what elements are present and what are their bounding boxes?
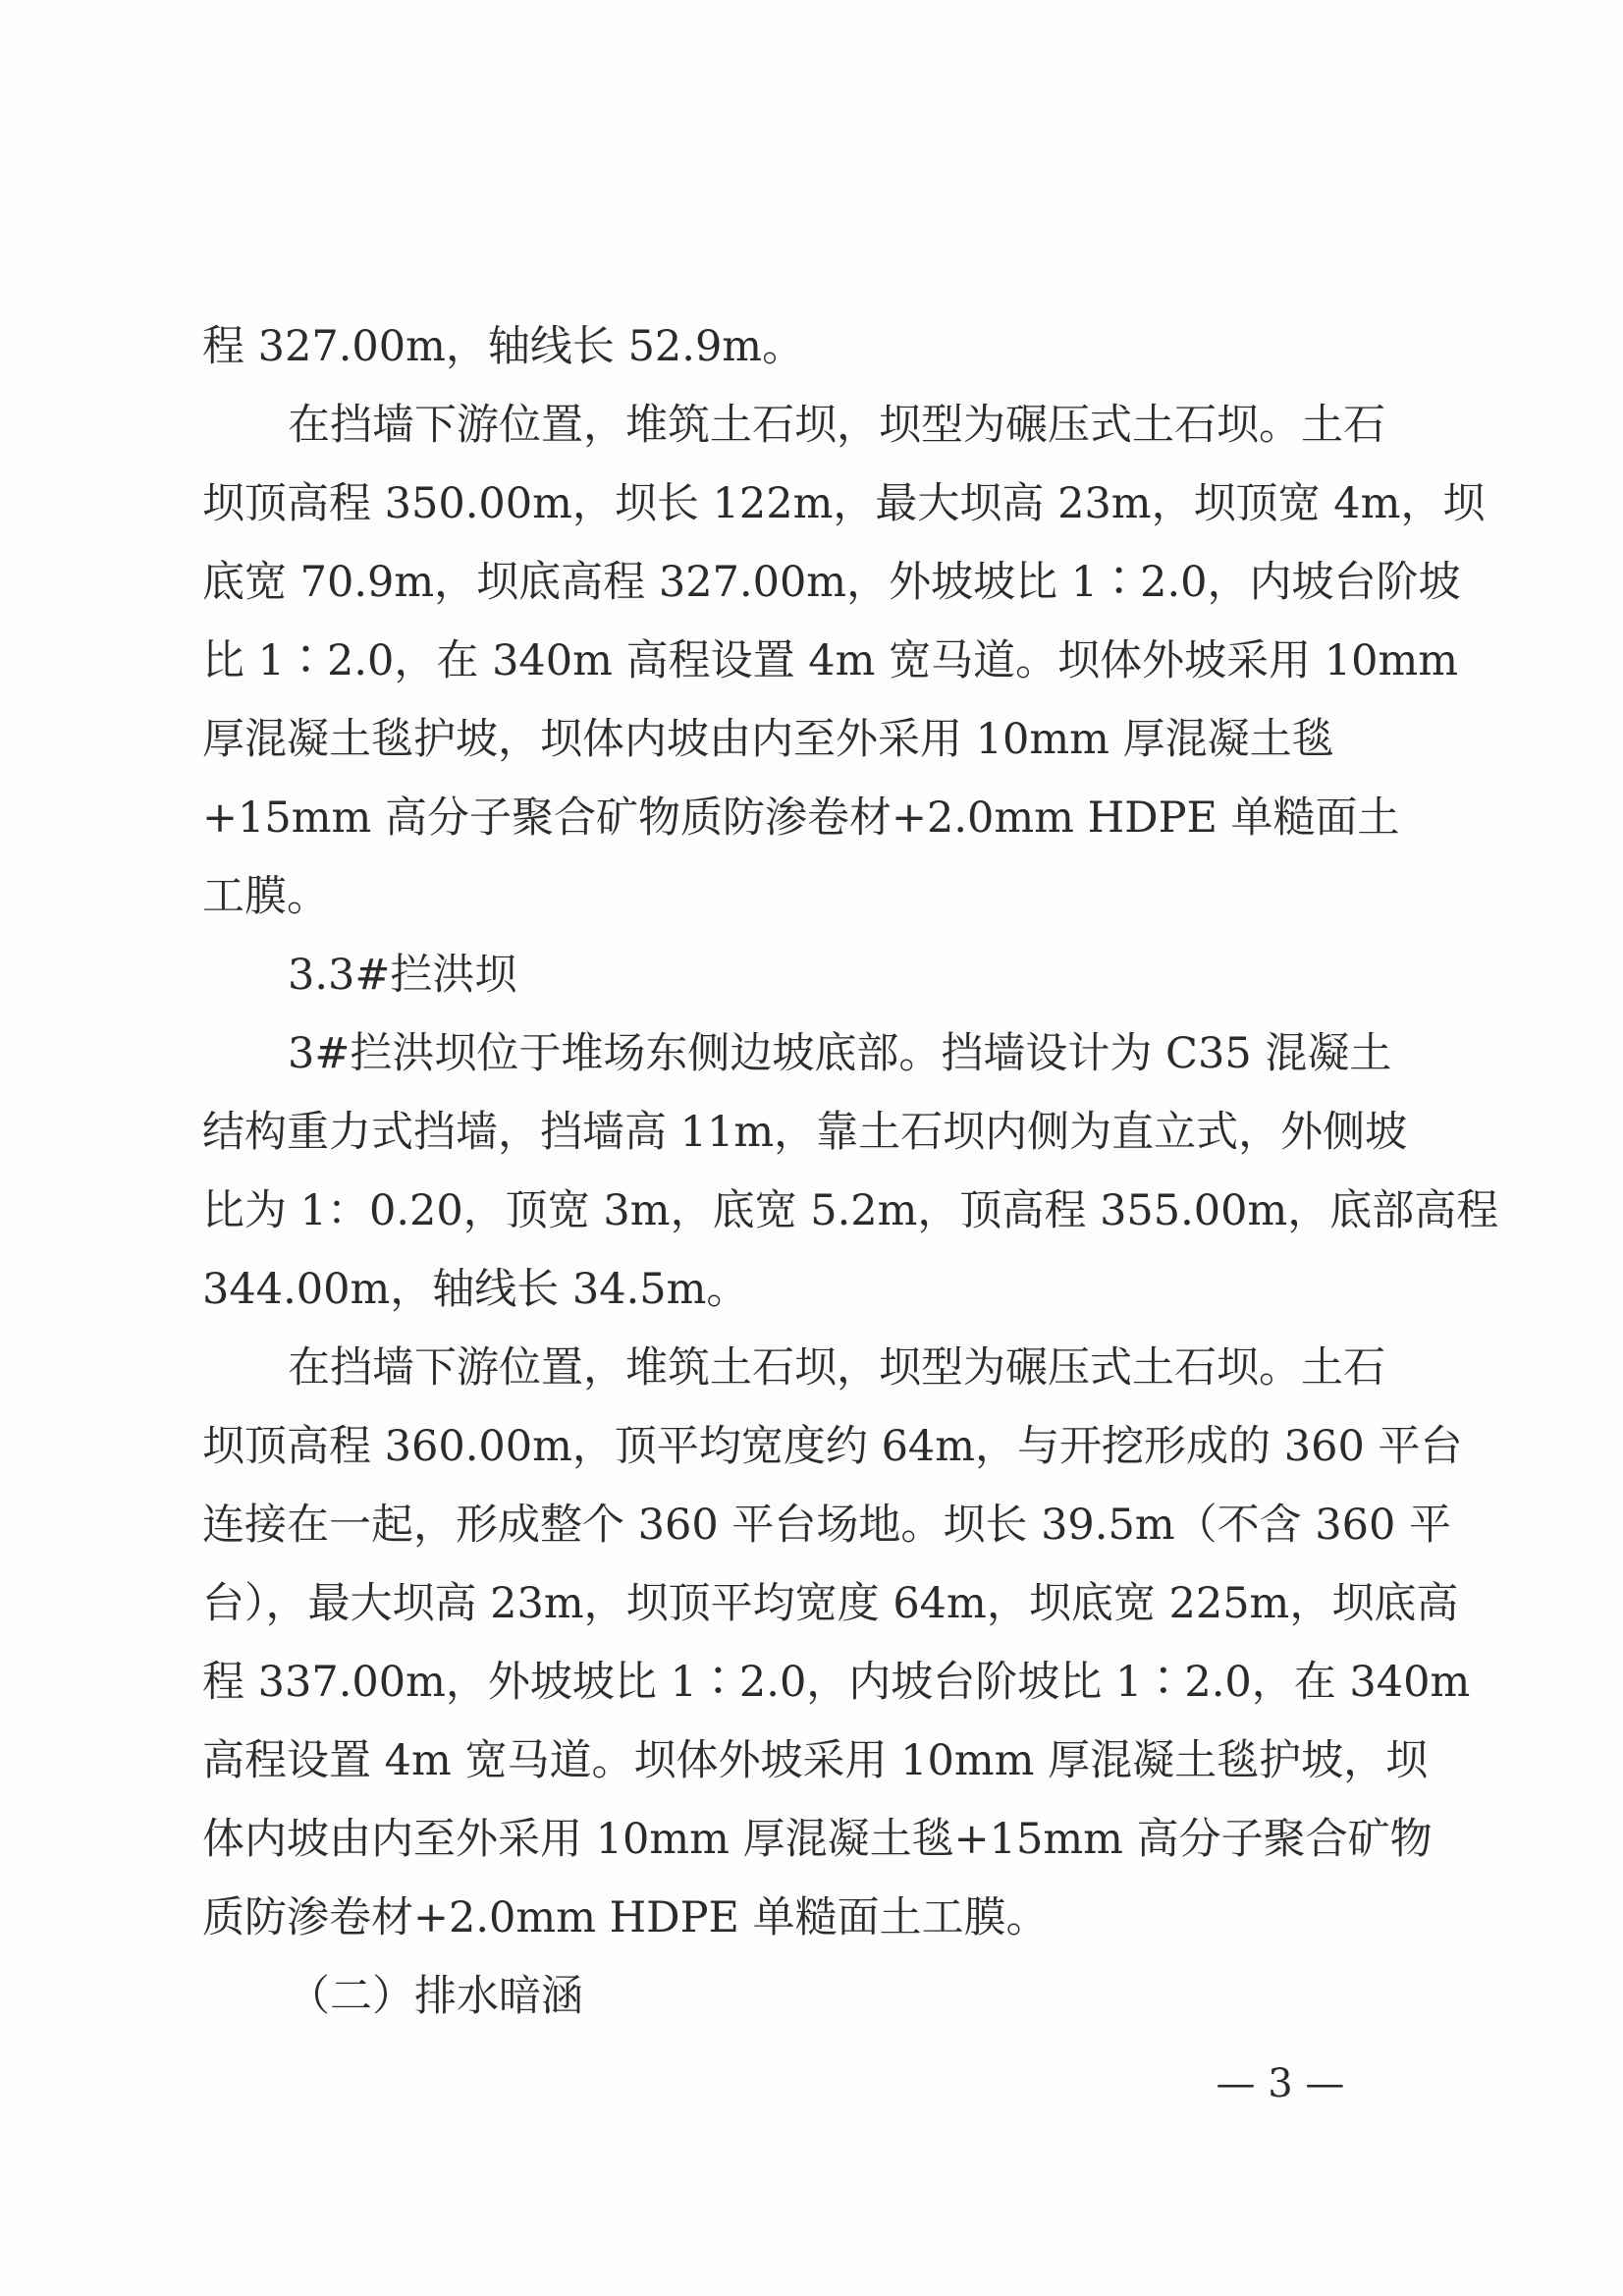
- text-line: 程 337.00m，外坡坡比 1∶2.0，内坡台阶坡比 1∶2.0，在 340m: [202, 1658, 1471, 1707]
- text-line: 344.00m，轴线长 34.5m。: [202, 1265, 749, 1314]
- text-line: 程 327.00m，轴线长 52.9m。: [202, 322, 805, 371]
- text-line: 坝顶高程 350.00m，坝长 122m，最大坝高 23m，坝顶宽 4m，坝: [202, 479, 1486, 528]
- paragraph-first-line: 在挡墙下游位置，堆筑土石坝，坝型为碾压式土石坝。土石: [288, 401, 1385, 450]
- text-line: 坝顶高程 360.00m，顶平均宽度约 64m，与开挖形成的 360 平台: [202, 1422, 1463, 1471]
- text-line: 连接在一起，形成整个 360 平台场地。坝长 39.5m（不含 360 平: [202, 1501, 1452, 1550]
- text-line: +15mm 高分子聚合矿物质防渗卷材+2.0mm HDPE 单糙面土: [202, 793, 1400, 843]
- text-line: 厚混凝土毯护坡，坝体内坡由内至外采用 10mm 厚混凝土毯: [202, 715, 1334, 764]
- text-line: 比 1∶2.0，在 340m 高程设置 4m 宽马道。坝体外坡采用 10mm: [202, 636, 1458, 685]
- text-line: 高程设置 4m 宽马道。坝体外坡采用 10mm 厚混凝土毯护坡，坝: [202, 1736, 1429, 1785]
- text-line: 比为 1：0.20，顶宽 3m，底宽 5.2m，顶高程 355.00m，底部高程: [202, 1186, 1499, 1235]
- text-line: 质防渗卷材+2.0mm HDPE 单糙面土工膜。: [202, 1893, 1049, 1942]
- paragraph-first-line: 3#拦洪坝位于堆场东侧边坡底部。挡墙设计为 C35 混凝土: [288, 1029, 1392, 1078]
- text-line: 体内坡由内至外采用 10mm 厚混凝土毯+15mm 高分子聚合矿物: [202, 1815, 1433, 1864]
- section-heading: （二）排水暗涵: [288, 1972, 583, 2021]
- page-number: — 3 —: [1216, 2061, 1345, 2106]
- text-line: 工膜。: [202, 872, 329, 921]
- text-line: 底宽 70.9m，坝底高程 327.00m，外坡坡比 1∶2.0，内坡台阶坡: [202, 558, 1461, 607]
- text-line: 台），最大坝高 23m，坝顶平均宽度 64m，坝底宽 225m，坝底高: [202, 1579, 1459, 1628]
- section-heading: 3.3#拦洪坝: [288, 951, 517, 1000]
- text-line: 结构重力式挡墙，挡墙高 11m，靠土石坝内侧为直立式，外侧坡: [202, 1108, 1408, 1157]
- paragraph-first-line: 在挡墙下游位置，堆筑土石坝，坝型为碾压式土石坝。土石: [288, 1343, 1385, 1393]
